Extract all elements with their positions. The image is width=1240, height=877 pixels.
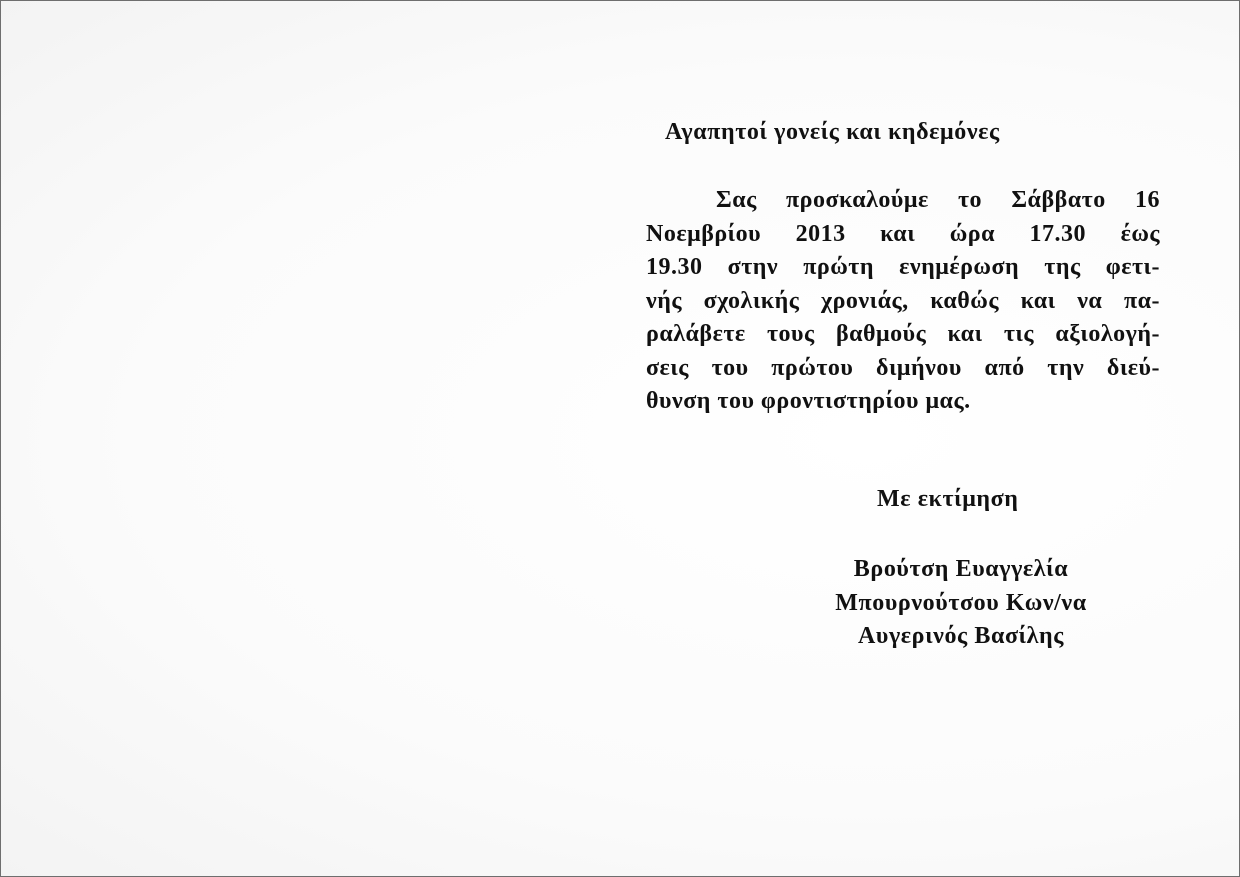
body-line: 19.30 στην πρώτη ενημέρωση της φετι- (646, 254, 1160, 280)
signature-block (791, 553, 1131, 654)
body-line: Νοεμβρίου 2013 και ώρα 17.30 έως (646, 220, 1160, 247)
body-line: νής σχολικής χρονιάς, καθώς και να πα- (646, 287, 1160, 314)
signature-name: Μπουρνούτσου Κων/να (835, 589, 1087, 616)
body-line: ραλάβετε τους βαθμούς και τις αξιολογή- (646, 321, 1160, 347)
signature-name: Βρούτση Ευαγγελία (853, 556, 1069, 582)
signature-name: Αυγερινός Βασίλης (857, 623, 1065, 649)
letter-body (646, 184, 1160, 419)
body-line: σεις του πρώτου διμήνου από την διεύ- (646, 354, 1160, 381)
body-line: Σας προσκαλούμε το Σάββατο 16 (716, 187, 1160, 213)
letter-greeting: Αγαπητοί γονείς και κηδεμόνες (665, 119, 1000, 145)
body-line: θυνση του φροντιστηρίου μας. (646, 388, 971, 414)
letter-closing: Με εκτίμηση (877, 486, 1019, 512)
